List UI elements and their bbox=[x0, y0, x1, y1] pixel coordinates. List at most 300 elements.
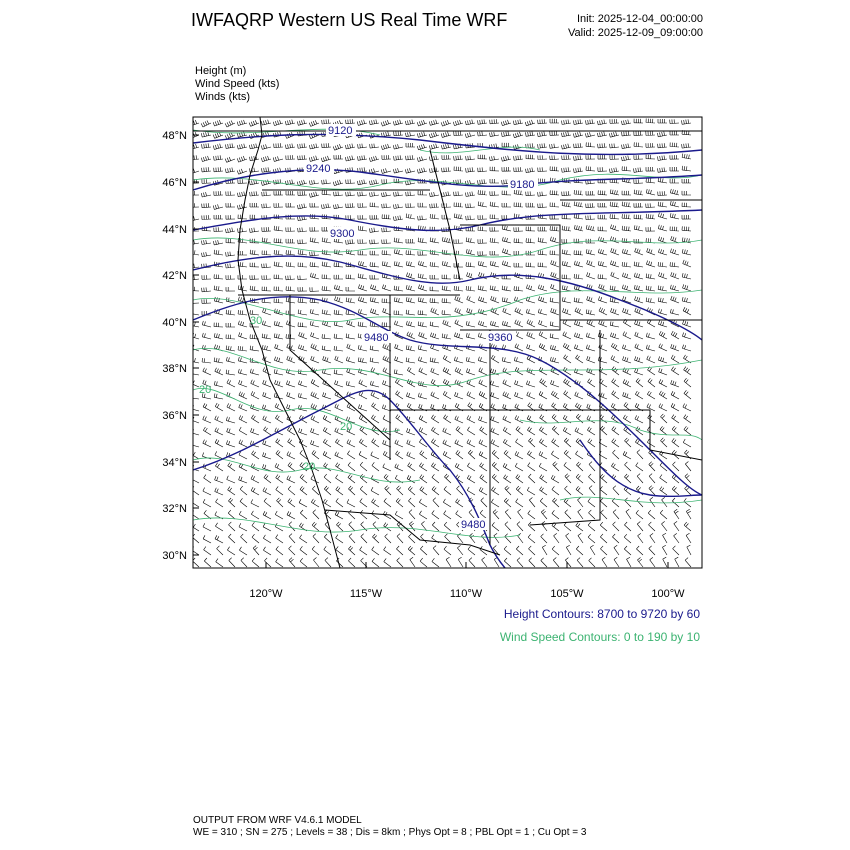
wind-barb bbox=[623, 415, 631, 423]
wind-barb bbox=[466, 286, 475, 291]
wind-barb bbox=[624, 546, 631, 555]
wind-barb bbox=[478, 155, 487, 159]
wind-speed-contour bbox=[560, 497, 702, 503]
wind-barb bbox=[442, 310, 451, 315]
wind-barb bbox=[612, 391, 619, 399]
wind-barb bbox=[215, 428, 223, 435]
wind-barb bbox=[346, 357, 355, 363]
wind-barb bbox=[384, 558, 391, 567]
wind-barb bbox=[504, 498, 511, 507]
wind-barb bbox=[526, 191, 535, 195]
wind-barb bbox=[586, 119, 596, 124]
wind-barb bbox=[214, 215, 223, 219]
height-contour-label: 9300 bbox=[330, 228, 355, 240]
wind-barb bbox=[454, 239, 463, 243]
wind-speed-contour bbox=[193, 348, 702, 385]
wind-barb bbox=[478, 239, 487, 243]
wind-barb bbox=[538, 250, 547, 255]
wind-barb bbox=[648, 510, 655, 519]
height-contour-label: 9120 bbox=[328, 125, 353, 137]
wind-barb bbox=[370, 285, 379, 292]
wind-barb bbox=[393, 168, 403, 173]
wind-barb bbox=[622, 214, 631, 219]
wind-barb bbox=[204, 547, 211, 556]
wind-barb bbox=[490, 132, 500, 137]
wind-barb bbox=[214, 323, 223, 327]
wind-barb bbox=[657, 132, 667, 137]
wind-barb bbox=[238, 310, 247, 315]
wind-barb bbox=[577, 558, 583, 567]
wind-barb bbox=[202, 321, 211, 327]
wind-barb bbox=[515, 451, 523, 459]
wind-barb bbox=[610, 261, 619, 268]
wind-barb bbox=[493, 510, 499, 519]
wind-barb bbox=[298, 405, 307, 411]
wind-barb bbox=[190, 191, 199, 195]
wind-barb bbox=[503, 392, 511, 399]
wind-barb bbox=[670, 131, 679, 135]
wind-barb bbox=[586, 191, 595, 195]
wind-barb bbox=[574, 214, 583, 219]
wind-barb bbox=[635, 356, 644, 363]
wind-barb bbox=[598, 203, 607, 207]
wind-barb bbox=[538, 143, 547, 148]
wind-barb bbox=[550, 237, 559, 243]
wind-barb bbox=[648, 378, 655, 387]
wind-barb bbox=[682, 203, 691, 207]
wind-barb bbox=[370, 381, 379, 387]
wind-barb bbox=[227, 428, 235, 435]
wind-barb bbox=[238, 321, 247, 327]
wind-barb bbox=[670, 249, 679, 255]
wind-barb bbox=[239, 476, 247, 483]
wind-barb bbox=[228, 534, 235, 543]
wind-barb bbox=[515, 415, 523, 423]
wind-barb bbox=[202, 143, 211, 148]
wind-barb bbox=[637, 450, 643, 459]
wind-barb bbox=[359, 391, 367, 399]
wind-barb bbox=[418, 310, 427, 315]
wind-barb bbox=[467, 392, 475, 400]
wind-barb bbox=[191, 380, 199, 387]
wind-barb bbox=[585, 132, 595, 137]
wind-barb bbox=[443, 499, 451, 507]
wind-barb bbox=[215, 488, 223, 495]
wind-barb bbox=[226, 323, 235, 327]
wind-barb bbox=[671, 344, 679, 351]
wind-barb bbox=[610, 333, 619, 339]
wind-barb bbox=[574, 274, 583, 279]
wind-barb bbox=[237, 156, 247, 162]
wind-barb bbox=[310, 251, 319, 255]
wind-barb bbox=[528, 510, 535, 519]
wind-barb bbox=[670, 285, 679, 291]
wind-barb bbox=[612, 426, 619, 435]
wind-barb bbox=[682, 179, 691, 183]
wind-barb bbox=[369, 120, 379, 125]
wind-barb bbox=[261, 120, 271, 125]
wind-barb bbox=[600, 498, 607, 507]
wind-barb bbox=[682, 119, 692, 124]
wind-barb bbox=[650, 533, 655, 543]
wind-barb bbox=[360, 547, 367, 555]
wind-barb bbox=[516, 486, 523, 495]
wind-barb bbox=[286, 381, 295, 388]
wind-barb bbox=[586, 345, 595, 351]
wind-barb bbox=[418, 261, 427, 267]
wind-barb bbox=[251, 511, 259, 519]
wind-barb bbox=[682, 154, 691, 159]
wind-barb bbox=[322, 262, 331, 267]
wind-barb bbox=[418, 238, 427, 243]
wind-barb bbox=[348, 486, 355, 495]
wind-barb bbox=[274, 238, 283, 243]
wind-barb bbox=[502, 286, 511, 291]
wind-barb bbox=[298, 322, 307, 327]
wind-barb bbox=[346, 119, 355, 124]
wind-barb bbox=[685, 558, 691, 567]
wind-barb bbox=[661, 438, 668, 447]
wind-barb bbox=[237, 204, 247, 209]
wind-barb bbox=[598, 227, 607, 231]
wind-barb bbox=[201, 132, 211, 137]
wind-barb bbox=[250, 228, 260, 233]
wind-barb bbox=[274, 203, 283, 207]
wind-barb bbox=[418, 203, 427, 207]
wind-barb bbox=[574, 119, 584, 124]
wind-barb bbox=[562, 297, 571, 303]
wind-barb bbox=[491, 416, 499, 423]
wind-barb bbox=[335, 404, 343, 411]
wind-barb bbox=[638, 533, 643, 543]
wind-barb bbox=[313, 558, 319, 568]
wind-barb bbox=[670, 119, 679, 123]
wind-barb bbox=[226, 203, 235, 207]
wind-barb bbox=[408, 486, 415, 495]
wind-barb bbox=[586, 215, 595, 219]
wind-barb bbox=[505, 486, 511, 495]
wind-barb bbox=[527, 487, 535, 495]
wind-barb bbox=[491, 439, 499, 447]
wind-barb bbox=[251, 380, 259, 387]
wind-barb bbox=[634, 142, 643, 147]
wind-barb bbox=[542, 521, 547, 531]
wind-barb bbox=[528, 474, 535, 483]
wind-barb bbox=[324, 534, 331, 543]
wind-barb bbox=[586, 333, 595, 339]
wind-barb bbox=[682, 191, 691, 195]
wind-barb bbox=[539, 320, 548, 327]
wind-barb bbox=[564, 498, 571, 507]
wind-barb bbox=[190, 310, 199, 315]
wind-barb bbox=[527, 451, 535, 459]
wind-barb bbox=[430, 333, 439, 339]
wind-barb bbox=[625, 498, 631, 507]
wind-barb bbox=[683, 320, 692, 327]
wind-barb bbox=[430, 214, 439, 219]
wind-barb bbox=[321, 204, 331, 209]
wind-barb bbox=[418, 297, 427, 303]
wind-barb bbox=[539, 391, 547, 399]
height-contour-legend: Height Contours: 8700 to 9720 by 60 bbox=[503, 607, 700, 621]
wind-barb bbox=[622, 238, 631, 243]
wind-barb bbox=[646, 261, 655, 268]
wind-barb bbox=[419, 499, 427, 507]
wind-barb bbox=[442, 298, 451, 303]
wind-barb bbox=[609, 168, 619, 173]
wind-barb bbox=[335, 356, 343, 363]
wind-barb bbox=[659, 368, 667, 375]
wind-barb bbox=[684, 522, 691, 531]
wind-barb bbox=[298, 369, 307, 375]
wind-barb bbox=[407, 440, 415, 447]
wind-barb bbox=[576, 546, 583, 555]
wind-barb bbox=[490, 179, 499, 183]
wind-barb bbox=[431, 308, 439, 315]
wind-barb bbox=[381, 192, 391, 197]
wind-barb bbox=[478, 119, 488, 124]
wind-barb bbox=[538, 155, 547, 159]
wind-barb bbox=[478, 297, 487, 304]
wind-barb bbox=[671, 403, 679, 411]
wind-barb bbox=[610, 189, 619, 195]
wind-barb bbox=[312, 522, 319, 531]
wind-barb bbox=[276, 546, 283, 555]
wind-barb bbox=[238, 346, 247, 351]
wind-barb bbox=[454, 191, 463, 195]
wind-barb bbox=[635, 391, 643, 399]
wind-barb bbox=[275, 511, 283, 519]
wind-barb bbox=[393, 216, 403, 221]
wind-barb bbox=[203, 488, 211, 496]
wind-barb bbox=[311, 356, 319, 363]
wind-barb bbox=[466, 156, 475, 161]
wind-barb bbox=[323, 427, 331, 435]
wind-barb bbox=[550, 334, 559, 340]
wind-barb bbox=[478, 202, 487, 208]
wind-barb bbox=[562, 239, 571, 243]
wind-barb bbox=[682, 215, 691, 219]
wind-barb bbox=[467, 475, 475, 483]
wind-barb bbox=[562, 261, 571, 267]
wind-barb bbox=[574, 298, 583, 303]
wind-barb bbox=[502, 357, 511, 363]
wind-barb bbox=[554, 533, 559, 543]
wind-barb bbox=[566, 533, 571, 543]
wind-barb bbox=[203, 440, 211, 447]
wind-barb bbox=[358, 345, 367, 351]
wind-barb bbox=[298, 381, 307, 388]
wind-barb bbox=[467, 427, 475, 435]
wind-barb bbox=[634, 119, 643, 123]
wind-barb bbox=[442, 167, 451, 172]
wind-barb bbox=[190, 203, 199, 207]
wind-barb bbox=[590, 545, 595, 555]
wind-barb bbox=[405, 120, 415, 125]
wind-barb bbox=[491, 392, 499, 399]
wind-barb bbox=[598, 261, 607, 267]
height-contour-label: 9480 bbox=[364, 332, 389, 344]
wind-barb bbox=[466, 203, 475, 207]
wind-barb bbox=[634, 155, 643, 159]
wind-barb bbox=[670, 155, 679, 159]
wind-barb bbox=[252, 534, 259, 543]
wind-barb bbox=[369, 168, 379, 173]
wind-barb bbox=[371, 415, 379, 423]
wind-barb bbox=[432, 558, 439, 567]
wind-barb bbox=[627, 557, 632, 567]
wind-barb bbox=[346, 287, 355, 291]
wind-barb bbox=[215, 368, 223, 375]
wind-barb bbox=[527, 392, 535, 399]
wind-barb bbox=[539, 451, 547, 459]
wind-barb bbox=[442, 286, 451, 291]
wind-barb bbox=[202, 179, 211, 183]
wind-barb bbox=[646, 214, 655, 219]
wind-barb bbox=[444, 415, 452, 423]
wind-barb bbox=[430, 203, 439, 208]
wind-barb bbox=[540, 475, 547, 483]
wind-barb bbox=[238, 285, 247, 291]
wind-barb bbox=[501, 156, 511, 161]
wind-barb bbox=[335, 452, 343, 459]
wind-barb bbox=[658, 286, 667, 292]
wind-barb bbox=[526, 168, 536, 173]
wind-barb bbox=[600, 426, 607, 435]
wind-barb bbox=[358, 404, 367, 411]
wind-barb bbox=[504, 558, 511, 567]
height-contour-label: 9180 bbox=[510, 179, 535, 191]
wind-barb bbox=[540, 415, 547, 423]
wind-barb bbox=[670, 143, 679, 148]
wind-barb bbox=[286, 239, 295, 243]
wind-barb bbox=[201, 121, 211, 128]
wind-barb bbox=[394, 238, 403, 243]
wind-barb bbox=[359, 439, 367, 447]
wind-barb bbox=[372, 499, 380, 507]
wind-barb bbox=[525, 120, 535, 126]
wind-barb bbox=[658, 119, 667, 123]
wind-barb bbox=[381, 132, 391, 137]
wind-barb bbox=[190, 155, 199, 160]
wind-barb bbox=[286, 321, 295, 327]
wind-barb bbox=[420, 546, 427, 555]
wind-barb bbox=[563, 427, 571, 435]
wind-barb bbox=[539, 367, 547, 375]
wind-barb bbox=[313, 510, 319, 519]
wind-barb bbox=[563, 343, 571, 351]
wind-barb bbox=[610, 321, 619, 327]
wind-barb bbox=[347, 344, 355, 351]
wind-barb bbox=[623, 451, 631, 459]
wind-barb bbox=[382, 261, 391, 267]
wind-barb bbox=[482, 557, 487, 567]
wind-barb bbox=[540, 379, 547, 387]
wind-barb bbox=[614, 545, 619, 555]
wind-barb bbox=[214, 333, 223, 339]
wind-barb bbox=[624, 474, 631, 483]
wind-barb bbox=[348, 546, 355, 555]
wind-barb bbox=[310, 273, 319, 279]
wind-barb bbox=[502, 261, 511, 267]
wind-barb bbox=[323, 439, 331, 447]
wind-barb bbox=[613, 486, 619, 495]
wind-barb bbox=[649, 486, 655, 495]
wind-barb bbox=[358, 274, 367, 279]
wind-barb bbox=[274, 369, 283, 375]
wind-barb bbox=[526, 203, 535, 207]
wind-barb bbox=[602, 557, 607, 567]
wind-barb bbox=[465, 120, 475, 125]
wind-barb bbox=[441, 120, 451, 126]
wind-barb bbox=[578, 497, 584, 507]
wind-barb bbox=[479, 391, 487, 399]
wind-barb bbox=[286, 155, 295, 159]
wind-barb bbox=[336, 546, 343, 555]
wind-barb bbox=[646, 298, 655, 303]
wind-barb bbox=[538, 263, 547, 267]
wind-barb bbox=[419, 415, 427, 423]
wind-barb bbox=[286, 227, 295, 231]
wind-barb bbox=[262, 287, 271, 291]
wind-barb bbox=[502, 143, 511, 147]
wind-barb bbox=[612, 379, 619, 388]
wind-barb bbox=[502, 249, 511, 256]
wind-barb bbox=[372, 462, 379, 471]
wind-barb bbox=[502, 225, 511, 231]
wind-barb bbox=[311, 332, 320, 339]
wind-barb bbox=[396, 415, 403, 424]
wind-barb bbox=[541, 509, 547, 519]
wind-barb bbox=[503, 439, 511, 447]
wind-barb bbox=[670, 201, 679, 207]
wind-barb bbox=[372, 558, 379, 567]
wind-barb bbox=[300, 510, 307, 519]
wind-barb bbox=[529, 558, 535, 567]
wind-barb bbox=[659, 404, 667, 412]
wind-barb bbox=[323, 451, 331, 459]
wind-barb bbox=[624, 522, 631, 531]
wind-barb bbox=[274, 143, 283, 147]
wind-barb bbox=[538, 309, 547, 315]
wind-barb bbox=[505, 522, 511, 531]
wind-barb bbox=[528, 522, 535, 531]
wind-barb bbox=[323, 392, 332, 399]
wind-barb bbox=[514, 155, 523, 160]
wind-barb bbox=[658, 237, 667, 243]
wind-barb bbox=[526, 263, 535, 267]
wind-barb bbox=[574, 168, 584, 173]
wind-barb bbox=[214, 274, 223, 279]
wind-barb bbox=[466, 345, 475, 351]
wind-barb bbox=[335, 439, 343, 447]
wind-barb bbox=[406, 285, 415, 291]
wind-barb bbox=[478, 179, 488, 184]
wind-barb bbox=[514, 167, 523, 171]
wind-barb bbox=[397, 558, 403, 567]
wind-barb bbox=[445, 534, 451, 543]
wind-barb bbox=[432, 510, 439, 519]
wind-barb bbox=[601, 510, 607, 519]
lon-label: 115°W bbox=[349, 588, 383, 600]
wind-barb bbox=[503, 380, 511, 387]
wind-barb bbox=[226, 191, 235, 195]
wind-barb bbox=[261, 156, 271, 162]
wind-barb bbox=[467, 296, 475, 303]
wind-barb bbox=[420, 475, 427, 484]
wind-barb bbox=[251, 499, 259, 507]
wind-barb bbox=[252, 451, 260, 459]
